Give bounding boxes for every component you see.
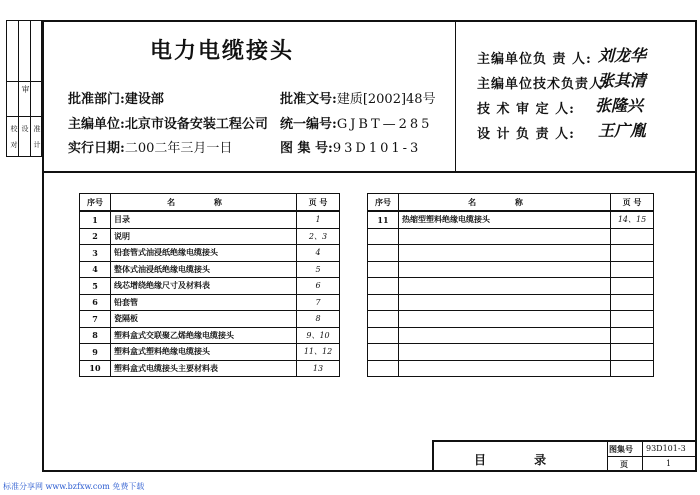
table-row: 3 铅套管式油浸纸绝缘电缆接头 4 (80, 245, 340, 262)
side-strip (6, 20, 42, 157)
sig-label-4: 设 计 负 责 人: (477, 127, 575, 142)
header-page: 页 号 (297, 194, 340, 212)
title-block-atlas-value: 93D101-3 (646, 444, 686, 453)
table-row (368, 278, 654, 295)
footer-watermark: 标准分享网 www.bzfxw.com 免费下载 (3, 482, 145, 491)
table-row: 7 瓷隔板 8 (80, 311, 340, 328)
sig-label-3: 技 术 审 定 人: (477, 102, 575, 117)
signature-3: 张隆兴 (595, 96, 644, 115)
table-row (368, 344, 654, 361)
title-block-page-label: 页 (620, 459, 628, 469)
side-stamp-3: 设 (21, 125, 29, 134)
approval-doc: 批准文号:建质[2002]48号 (280, 92, 436, 107)
page-title: 电力电缆接头 (150, 38, 295, 64)
index-table-left (79, 193, 340, 377)
approval-dept: 批准部门:建设部 (68, 92, 164, 107)
title-block-atlas-label: 图集号 (609, 444, 633, 454)
table-row (368, 261, 654, 278)
signature-1: 刘龙华 (598, 46, 647, 65)
table-row: 6 铅套管 7 (80, 294, 340, 311)
header-name: 名 称 (111, 194, 297, 212)
title-block (432, 440, 697, 472)
table-row (368, 228, 654, 245)
editor-unit: 主编单位:北京市设备安装工程公司 (68, 117, 268, 132)
title-block-page-value: 1 (666, 459, 672, 468)
header-name: 名 称 (399, 194, 611, 212)
header-page: 页 号 (611, 194, 654, 212)
side-stamp-2: 校 (10, 125, 18, 134)
table-row: 10 塑料盒式电缆接头主要材料表 13 (80, 360, 340, 377)
side-stamp-1: 审 (21, 85, 30, 95)
table-row: 8 塑料盒式交联聚乙烯绝缘电缆接头 9、10 (80, 327, 340, 344)
header-bottom-rule (42, 171, 697, 173)
sig-label-1: 主编单位负 责 人: (477, 52, 592, 67)
table-row: 1 目录 1 (80, 211, 340, 228)
table-row: 5 线芯增绕绝缘尺寸及材料表 6 (80, 278, 340, 295)
atlas-number: 图 集 号:93D101-3 (280, 141, 422, 156)
table-row (368, 327, 654, 344)
signature-2: 张其清 (598, 71, 647, 90)
header-num: 序号 (80, 194, 111, 212)
table-row: 2 说明 2、3 (80, 228, 340, 245)
side-stamp-6: 计 (33, 141, 41, 150)
index-table-right (367, 193, 654, 377)
table-row (368, 294, 654, 311)
title-block-name: 目 录 (474, 453, 569, 467)
side-stamp-4: 准 (33, 125, 41, 134)
side-stamp-5: 对 (10, 141, 18, 150)
table-row (368, 311, 654, 328)
signature-4: 王广胤 (598, 121, 647, 140)
table-row (368, 360, 654, 377)
table-row: 11 热缩型塑料绝缘电缆接头 14、15 (368, 211, 654, 228)
sig-label-2: 主编单位技术负责人: (477, 77, 609, 92)
effective-date: 实行日期:二00二年三月一日 (68, 141, 233, 156)
header-num: 序号 (368, 194, 399, 212)
table-row: 4 整体式油浸纸绝缘电缆接头 5 (80, 261, 340, 278)
table-row: 9 塑料盒式塑料绝缘电缆接头 11、12 (80, 344, 340, 361)
table-row (368, 245, 654, 262)
unified-code: 统一编号:GJBT—285 (280, 117, 433, 132)
header-divider (455, 20, 456, 171)
